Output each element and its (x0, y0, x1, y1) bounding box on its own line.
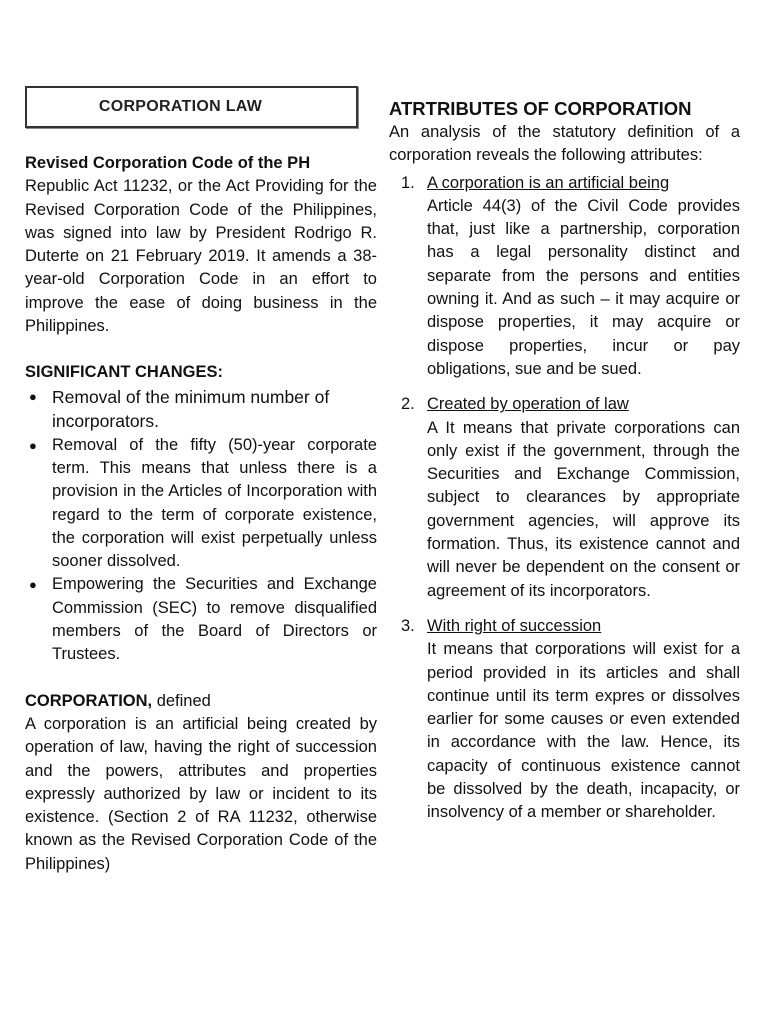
attribute-item (389, 615, 740, 825)
list-item (25, 573, 377, 666)
corporation-definition-paragraph: A corporation is an artificial being created by operation of law, having the right of succession and the powers, attributes and properties expressly authorized by law or incident to its existence. (Section 2 of RA 11232, otherwise known as the Revised Corporation Code of the Philippines) (25, 714, 377, 873)
title-box (25, 86, 358, 128)
attribute-title: Created by operation of law (427, 395, 629, 414)
bullet-icon: ● (29, 577, 37, 593)
attribute-title: With right of succession (427, 616, 602, 635)
significant-changes-list (25, 385, 377, 667)
attribute-body: Article 44(3) of the Civil Code provides that, just like a partnership, corporation has a legal personality distinct and separate from the persons and entities owning it. And as such – it may acquire or dispose properties, it may acquire or dispose properties, incur or pay obligations, sue and be sued. (427, 196, 740, 378)
attributes-intro: An analysis of the statutory definition of a corporation reveals the following attributes: (389, 123, 740, 165)
list-item (25, 434, 377, 574)
heading-bold-part: CORPORATION, (25, 691, 153, 710)
heading-regular-part: defined (152, 691, 211, 710)
section-heading-revised-code: Revised Corporation Code of the PH (25, 154, 311, 172)
revised-code-paragraph: Republic Act 11232, or the Act Providing for the Revised Corporation Code of the Philippines, was signed into law by President Rodrigo R. Duterte on 21 February 2019. It amends a 38-year-old Corporation Code in an effort to improve the ease of doing business in the Philippines. (25, 177, 377, 336)
list-item-text: Empowering the Securities and Exchange Commission (SEC) to remove disqualified members of the Board of Directors or Trustees. (52, 575, 377, 664)
bullet-icon: ● (29, 388, 37, 404)
attribute-number: 3. (401, 616, 415, 635)
attribute-number: 2. (401, 395, 415, 414)
attribute-body: A It means that private corporations can only exist if the government, through the Securities and Exchange Commission, subject to clearances by appropriate government agencies, will approve its formation. Thus, its existence cannot and will never be dependent on the consent or agreement of its incorporators. (427, 418, 740, 600)
list-item-text: Removal of the fifty (50)-year corporate term. This means that unless there is a provision in the Articles of Incorporation with regard to the term of corporate existence, the corporation will exist perpetually unless sooner dissolved. (52, 435, 377, 571)
attribute-title: A corporation is an artificial being (427, 173, 670, 192)
attribute-body: It means that corporations will exist for a period provided in its articles and shall continue until its term expres or dissolves earlier for some causes or even extended in accordance with the law. Hence, its capacity of continuous existence cannot be dissolved by the death, incapacity, or insolvency of a member or shareholder. (427, 640, 740, 822)
attribute-item (389, 393, 740, 603)
section-heading-significant-changes: SIGNIFICANT CHANGES: (25, 363, 223, 382)
attribute-item (389, 172, 740, 382)
list-item-text: Removal of the minimum number of incorporators. (52, 386, 330, 432)
attribute-number: 1. (401, 173, 415, 192)
list-item (25, 385, 377, 434)
attributes-list (389, 172, 740, 825)
right-column (389, 86, 740, 837)
section-heading-corporation-defined (25, 690, 377, 713)
document-title: CORPORATION LAW (98, 98, 263, 115)
attributes-heading: ATRTRIBUTES OF CORPORATION (389, 98, 692, 119)
bullet-icon: ● (29, 437, 37, 453)
left-column (25, 86, 377, 876)
